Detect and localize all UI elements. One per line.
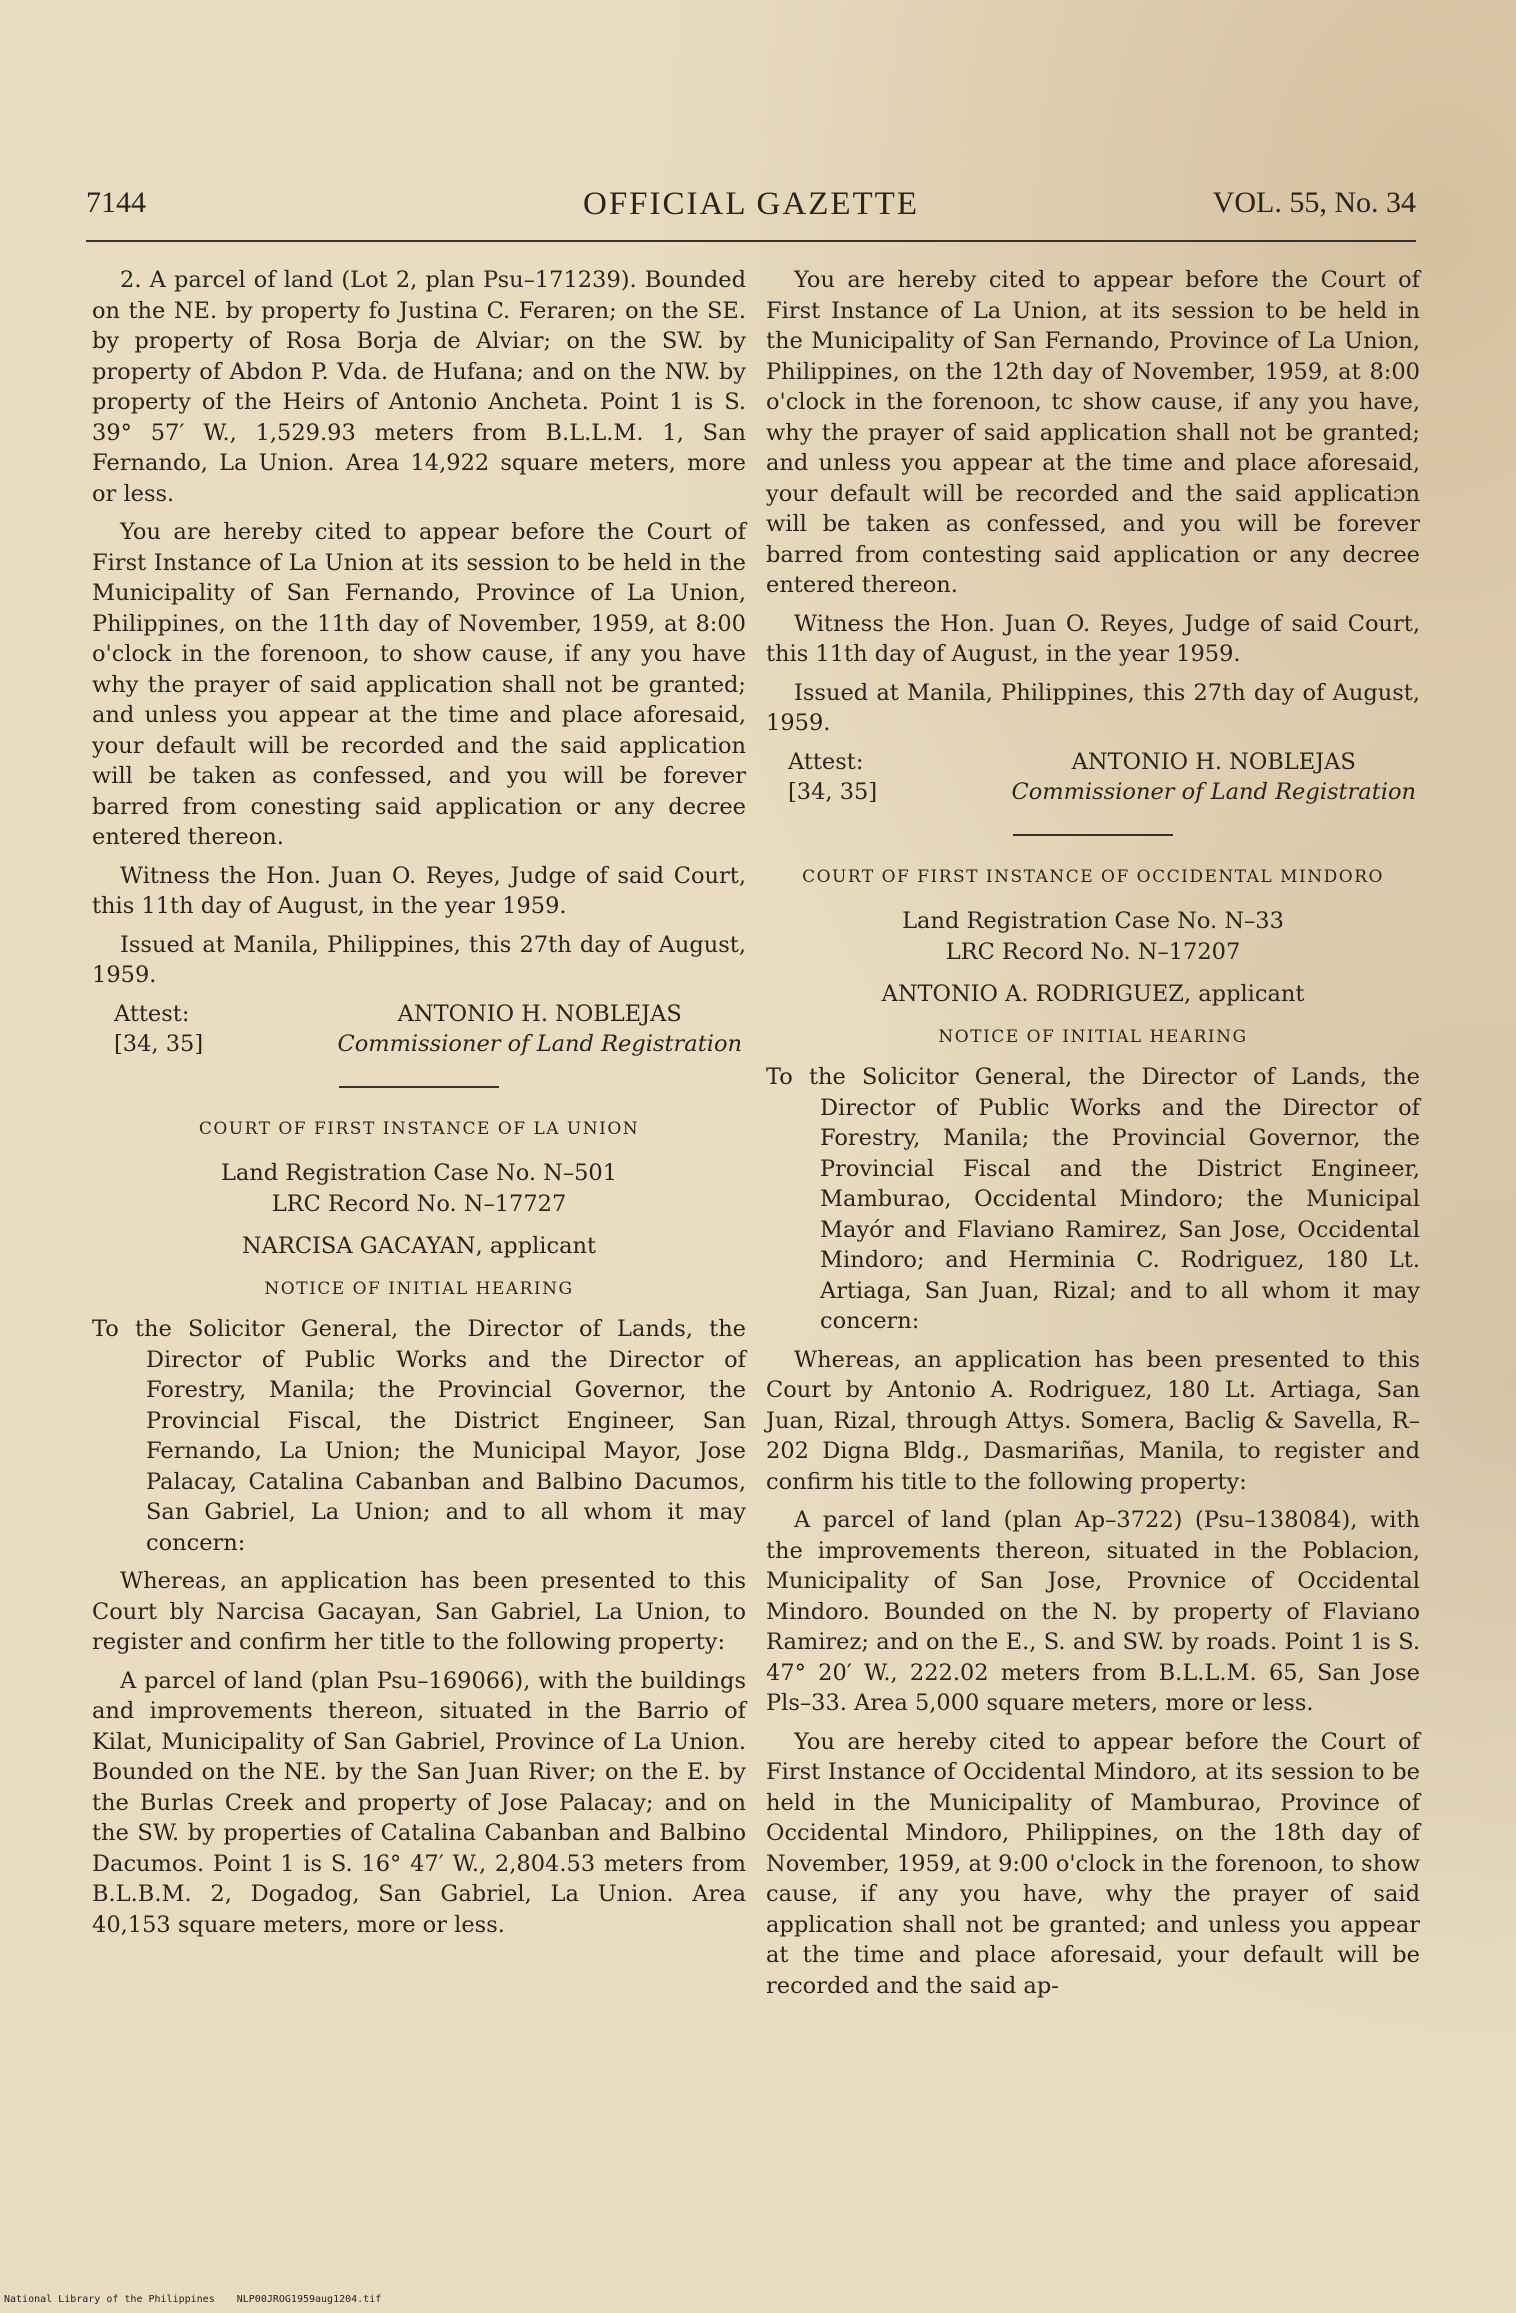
addressees-paragraph: To the Solicitor General, the Director of Lands, the Director of Public Works and the Director of Forestry, Manila; the Provincial Governor, the Provincial Fiscal, the District Engineer, San Fernando, La Union; the Municipal Mayor, Jose Palacay, Catalina Cabanban and Balbino Dacumos, San Gabriel, La Union; and to all whom it may concern:: [92, 1316, 746, 1556]
attest-title: Commissioner of Land Registration: [337, 1031, 742, 1057]
addressees-paragraph: To the Solicitor General, the Director of Lands, the Director of Public Works and the Director of Forestry, Manila; the Provincial Governor, the Provincial Fiscal and the District Engineer, Mamburao, Occidental Mindoro; the Municipal Mayór and Flaviano Ramirez, San Jose, Occidental Mindoro; and Herminia C. Rodriguez, 180 Lt. Artiaga, San Juan, Rizal; and to all whom it may concern:: [766, 1064, 1420, 1334]
notice-heading: NOTICE OF INITIAL HEARING: [938, 1026, 1248, 1047]
attest-block: [92, 999, 746, 1060]
issued-paragraph: Issued at Manila, Philippines, this 27th day of August, 1959.: [92, 931, 746, 988]
citation-paragraph: You are hereby cited to appear before the Court of First Instance of La Union, at its session to be held in the Municipality of San Fernando, Province of La Union, Philippines, on the 12th day of November, 1959, at 8:00 o'clock in the forenoon, tc show cause, if any you have, why the prayer of said application shall not be granted; and unless you appear at the time and place aforesaid, your default will be recorded and the said applicatiɔn will be taken as confessed, and you will be forever barred from contesting said application or any decree entered thereon.: [766, 267, 1420, 598]
attest-reference: [34, 35]: [788, 779, 878, 805]
volume-issue: VOL. 55, No. 34: [1212, 186, 1416, 219]
attest-block: [766, 747, 1420, 808]
witness-paragraph: Witness the Hon. Juan O. Reyes, Judge of said Court, this 11th day of August, in the year 1959.: [766, 610, 1420, 667]
whereas-paragraph: Whereas, an application has been presented to this Court by Antonio A. Rodriguez, 180 Lt. Artiaga, San Juan, Rizal, through Attys. Somera, Baclig & Savella, R–202 Digna Bldg., Dasmariñas, Manila, to register and confirm his title to the following property:: [766, 1346, 1420, 1495]
applicant-name: NARCISA GACAYAN: [241, 1233, 476, 1259]
notice-heading: NOTICE OF INITIAL HEARING: [264, 1278, 574, 1299]
left-column: [92, 265, 746, 1948]
parcel-2-paragraph: 2. A parcel of land (Lot 2, plan Psu–171239). Bounded on the NE. by property fo Justina C. Feraren; on the SE. by property of Rosa Borja de Alviar; on the SW. by property of Abdon P. Vda. de Hufana; and on the NW. by property of the Heirs of Antonio Ancheta. Point 1 is S. 39° 57′ W., 1,529.93 meters from B.L.L.M. 1, San Fernando, La Union. Area 14,922 square meters, more or less.: [92, 267, 746, 507]
section-divider: [1013, 834, 1173, 836]
record-number: LRC Record No. N–17207: [945, 938, 1241, 965]
attest-title: Commissioner of Land Registration: [1011, 779, 1416, 805]
case-number: Land Registration Case No. N–501: [220, 1160, 618, 1186]
applicant-line: [92, 1231, 746, 1262]
witness-paragraph: Witness the Hon. Juan O. Reyes, Judge of said Court, this 11th day of August, in the year 1959.: [92, 862, 746, 919]
court-heading: COURT OF FIRST INSTANCE OF LA UNION: [198, 1118, 640, 1139]
right-column: [766, 265, 1420, 2009]
attest-label: Attest:: [788, 748, 864, 775]
header-rule: [86, 240, 1416, 242]
attest-signatory: ANTONIO H. NOBLEJAS: [1071, 748, 1356, 775]
footer-library: National Library of the Philippines: [4, 2294, 215, 2305]
applicant-suffix: , applicant: [475, 1233, 597, 1259]
parcel-description: A parcel of land (plan Psu–169066), with the buildings and improvements thereon, situated in the Barrio of Kilat, Municipality of San Gabriel, Province of La Union. Bounded on the NE. by the San Juan River; on the E. by the Burlas Creek and property of Jose Palacay; and on the SW. by properties of Catalina Cabanban and Balbino Dacumos. Point 1 is S. 16° 47′ W., 2,804.53 meters from B.L.B.M. 2, Dogadog, San Gabriel, La Union. Area 40,153 square meters, more or less.: [92, 1667, 746, 1938]
court-heading: COURT OF FIRST INSTANCE OF OCCIDENTAL MINDORO: [802, 866, 1384, 887]
section-divider: [339, 1086, 499, 1088]
page-header: [86, 186, 1416, 236]
citation-paragraph-2: You are hereby cited to appear before the Court of First Instance of Occidental Mindoro, at its session to be held in the Municipality of Mamburao, Province of Occidental Mindoro, Philippines, on the 18th day of November, 1959, at 9:00 o'clock in the forenoon, to show cause, if any you have, why the prayer of said application shall not be granted; and unless you appear at the time and place aforesaid, your default will be recorded and the said ap-: [766, 1728, 1420, 1999]
page-number: 7144: [86, 186, 146, 219]
applicant-line: [766, 979, 1420, 1010]
issued-paragraph: Issued at Manila, Philippines, this 27th day of August, 1959.: [766, 679, 1420, 736]
record-number: LRC Record No. N–17727: [271, 1190, 567, 1217]
parcel-description: A parcel of land (plan Ap–3722) (Psu–138084), with the improvements thereon, situated in the Poblacion, Municipality of San Jose, Provnice of Occidental Mindoro. Bounded on the N. by property of Flaviano Ramirez; and on the E., S. and SW. by roads. Point 1 is S. 47° 20′ W., 222.02 meters from B.L.L.M. 65, San Jose Pls–33. Area 5,000 square meters, more or less.: [766, 1507, 1420, 1716]
attest-reference: [34, 35]: [114, 1031, 204, 1057]
whereas-paragraph: Whereas, an application has been presented to this Court bly Narcisa Gacayan, San Gabriel, La Union, to register and confirm her title to the following property:: [92, 1568, 746, 1655]
citation-paragraph: You are hereby cited to appear before the Court of First Instance of La Union at its session to be held in the Municipality of San Fernando, Province of La Union, Philippines, on the 11th day of November, 1959, at 8:00 o'clock in the forenoon, to show cause, if any you have why the prayer of said application shall not be granted; and unless you appear at the time and place aforesaid, your default will be recorded and the said application will be taken as confessed, and you will be forever barred from conesting said application or any decree entered thereon.: [92, 519, 746, 850]
applicant-name: ANTONIO A. RODRIGUEZ: [881, 981, 1184, 1007]
footer-file: NLP00JROG1959aug1204.tif: [236, 2294, 382, 2305]
attest-label: Attest:: [114, 1000, 190, 1027]
attest-signatory: ANTONIO H. NOBLEJAS: [397, 1000, 682, 1027]
scan-footer: [4, 2294, 397, 2305]
applicant-suffix: , applicant: [1183, 981, 1305, 1007]
publication-title: OFFICIAL GAZETTE: [583, 186, 919, 222]
case-number: Land Registration Case No. N–33: [902, 908, 1284, 934]
